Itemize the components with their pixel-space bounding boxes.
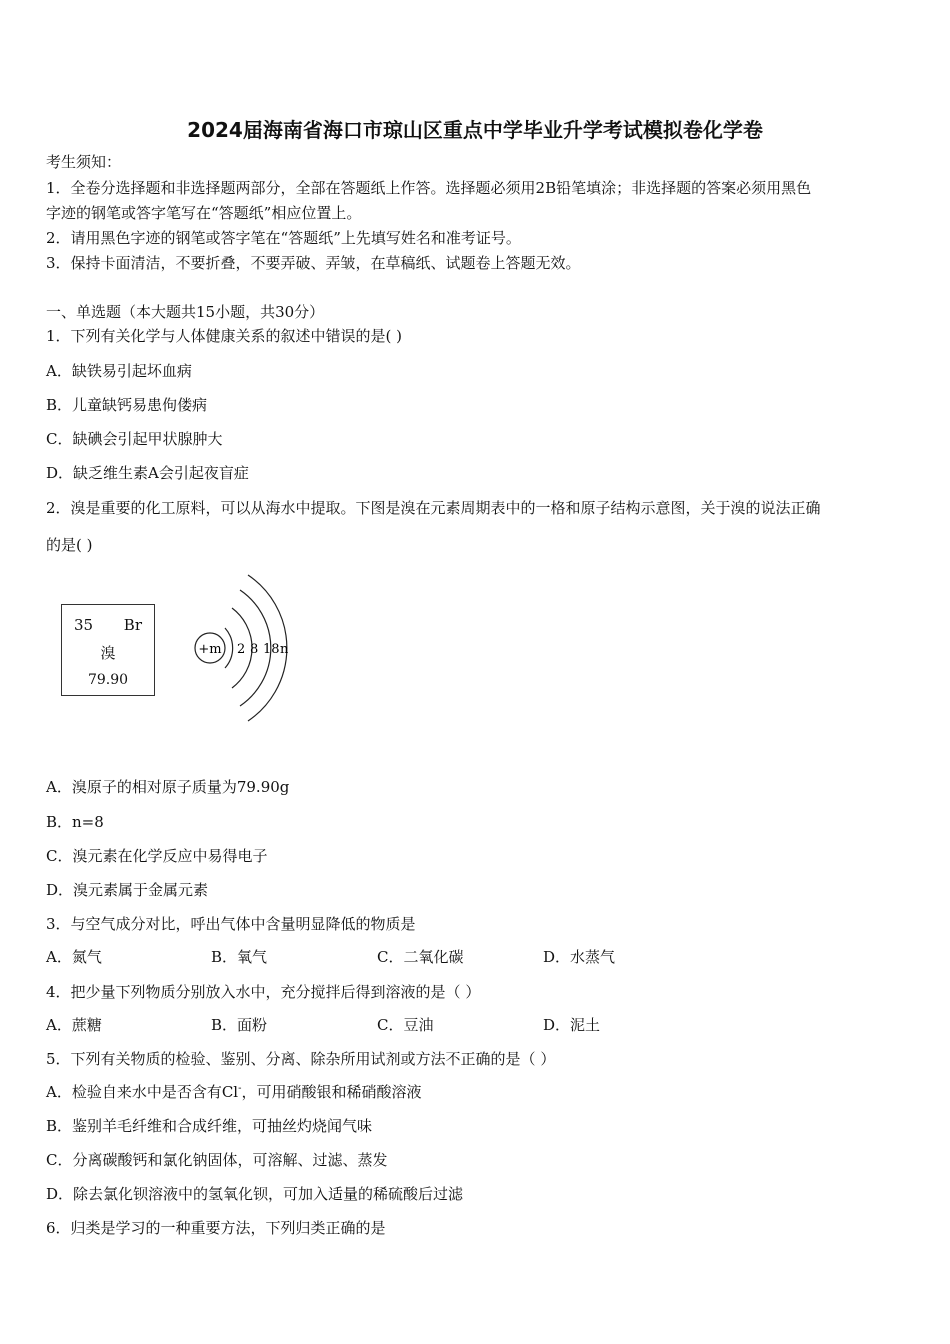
q4-option-c: C．豆油 bbox=[377, 1016, 434, 1034]
q2-stem-line1: 2．溴是重要的化工原料，可以从海水中提取。下图是溴在元素周期表中的一格和原子结构示意图，关于溴的说法正确 bbox=[46, 499, 821, 517]
q1-option-c: C．缺碘会引起甲状腺肿大 bbox=[46, 430, 223, 448]
q5-option-a-prefix: A．检验自来水中是否含有Cl bbox=[46, 1083, 239, 1101]
shell-electrons-1: 2 bbox=[237, 642, 246, 657]
notice-line-3: 2．请用黑色字迹的钢笔或答字笔在“答题纸”上先填写姓名和准考证号。 bbox=[46, 229, 521, 247]
q1-option-b: B．儿童缺钙易患佝偻病 bbox=[46, 396, 208, 414]
q5-option-b: B．鉴别羊毛纤维和合成纤维，可抽丝灼烧闻气味 bbox=[46, 1117, 373, 1135]
q3-option-c: C．二氧化碳 bbox=[377, 948, 464, 966]
q6-stem: 6．归类是学习的一种重要方法，下列归类正确的是 bbox=[46, 1219, 386, 1237]
q5-option-c: C．分离碳酸钙和氯化钠固体，可溶解、过滤、蒸发 bbox=[46, 1151, 388, 1169]
q5-option-a-suffix: ，可用硝酸银和稀硝酸溶液 bbox=[241, 1083, 422, 1101]
q4-option-d: D．泥土 bbox=[543, 1016, 601, 1034]
shell-electrons-2: 8 bbox=[250, 642, 259, 657]
element-card bbox=[61, 604, 155, 696]
element-symbol: Br bbox=[123, 616, 142, 634]
section-heading: 一、单选题（本大题共15小题，共30分） bbox=[46, 303, 325, 321]
q3-option-b: B．氧气 bbox=[211, 948, 268, 966]
q3-stem: 3．与空气成分对比，呼出气体中含量明显降低的物质是 bbox=[46, 915, 416, 933]
q1-option-d: D．缺乏维生素A会引起夜盲症 bbox=[46, 464, 249, 482]
shell-electrons-3: 18 bbox=[263, 642, 280, 657]
q5-option-d: D．除去氯化钡溶液中的氢氧化钡，可加入适量的稀硫酸后过滤 bbox=[46, 1185, 464, 1203]
q1-stem: 1．下列有关化学与人体健康关系的叙述中错误的是( ) bbox=[46, 327, 403, 345]
atomic-mass: 79.90 bbox=[87, 672, 129, 688]
q2-option-b: B．n=8 bbox=[46, 813, 104, 831]
page-title: 2024届海南省海口市琼山区重点中学毕业升学考试模拟卷化学卷 bbox=[187, 118, 763, 142]
q2-stem-line2: 的是( ) bbox=[46, 536, 93, 554]
atom-structure-diagram bbox=[180, 570, 310, 725]
notice-heading: 考生须知： bbox=[46, 153, 122, 171]
q2-option-a: A．溴原子的相对原子质量为79.90g bbox=[46, 778, 290, 796]
q4-option-b: B．面粉 bbox=[211, 1016, 268, 1034]
shell-arc-1 bbox=[225, 628, 233, 668]
q5-option-a bbox=[46, 1082, 422, 1102]
q2-option-c: C．溴元素在化学反应中易得电子 bbox=[46, 847, 268, 865]
atomic-number: 35 bbox=[74, 616, 94, 634]
q3-option-a: A．氮气 bbox=[46, 948, 102, 966]
q5-stem: 5．下列有关物质的检验、鉴别、分离、除杂所用试剂或方法不正确的是（ ） bbox=[46, 1050, 556, 1068]
chloride-charge: - bbox=[238, 1083, 242, 1094]
notice-line-4: 3．保持卡面清洁，不要折叠，不要弄破、弄皱，在草稿纸、试题卷上答题无效。 bbox=[46, 254, 581, 272]
q4-stem: 4．把少量下列物质分别放入水中，充分搅拌后得到溶液的是（ ） bbox=[46, 983, 481, 1001]
q4-option-a: A．蔗糖 bbox=[46, 1016, 102, 1034]
q1-option-a: A．缺铁易引起坏血病 bbox=[46, 362, 192, 380]
q2-option-d: D．溴元素属于金属元素 bbox=[46, 881, 209, 899]
q3-option-d: D．水蒸气 bbox=[543, 948, 616, 966]
nucleus-label: +m bbox=[198, 642, 222, 657]
shell-electrons-4: n bbox=[280, 642, 289, 657]
notice-line-1: 1．全卷分选择题和非选择题两部分，全部在答题纸上作答。选择题必须用2B铅笔填涂；非选择题的答案必须用黑色 bbox=[46, 179, 812, 197]
element-name: 溴 bbox=[100, 644, 116, 662]
notice-line-2: 字迹的钢笔或答字笔写在“答题纸”相应位置上。 bbox=[46, 204, 362, 222]
